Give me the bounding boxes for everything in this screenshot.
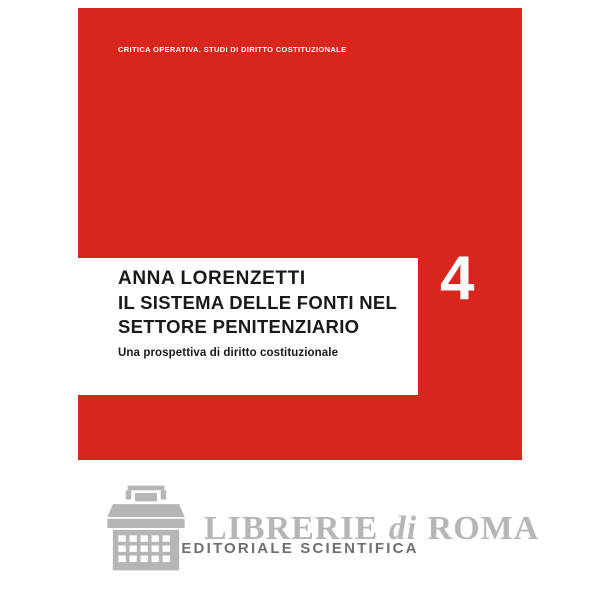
typewriter-icon [100,482,192,574]
title-block [118,268,418,359]
watermark-text-librerie: LIBRERIE [204,509,379,547]
series-label: CRITICA OPERATIVA. STUDI DI DIRITTO COSTITUZIONALE [118,45,347,54]
watermark-text-roma: ROMA [427,509,540,547]
volume-number: 4 [440,244,475,313]
watermark-overlay [100,478,540,578]
book-title: IL SISTEMA DELLE FONTI NEL SETTORE PENITENZIARIO [118,292,397,337]
watermark-text [204,509,539,548]
author-name: ANNA LORENZETTI [118,268,306,289]
publisher-name: EDITORIALE SCIENTIFICA [181,540,419,557]
watermark-text-di: di [388,509,418,547]
book-subtitle: Una prospettiva di diritto costituzionale [118,346,339,359]
